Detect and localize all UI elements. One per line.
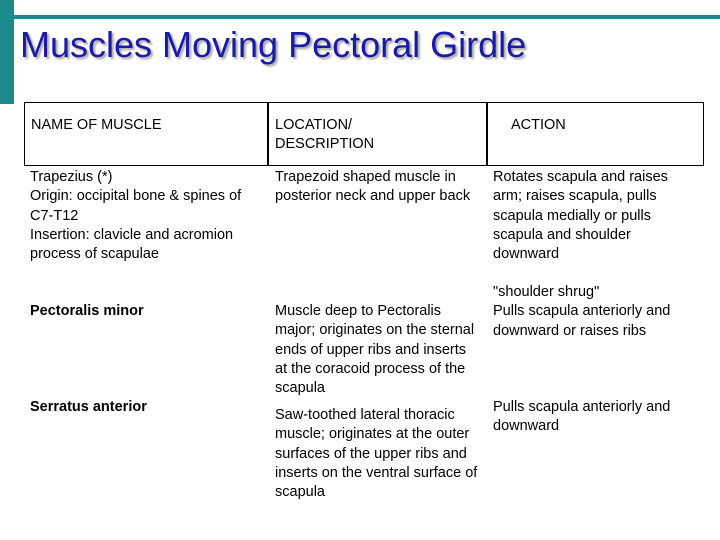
row-serratus-anterior-name: Serratus anterior	[30, 399, 147, 415]
header-action-cell	[487, 102, 704, 166]
row-pectoralis-minor-location: Muscle deep to Pectoralis major; originates on the sternal ends of upper ribs and inserts at the coracoid process of the scapula	[275, 303, 475, 397]
slide-title: Muscles Moving Pectoral Girdle	[20, 24, 527, 65]
row-pectoralis-minor-note: "shoulder shrug"	[493, 284, 600, 300]
row-pectoralis-minor-name: Pectoralis minor	[30, 303, 144, 319]
header-location: LOCATION/ DESCRIPTION	[275, 117, 375, 153]
row-trapezius-location: Trapezoid shaped muscle in posterior neck and upper back	[275, 169, 471, 205]
row-pectoralis-minor-action-cell	[493, 283, 698, 341]
accent-line	[14, 15, 720, 19]
accent-bar	[0, 0, 14, 104]
row-trapezius-origin: Origin: occipital bone & spines of C7-T12	[30, 188, 242, 224]
row-serratus-anterior-location: Saw-toothed lateral thoracic muscle; originates at the outer surfaces of the upper ribs and inserts on the ventral surface of scapula	[275, 407, 478, 501]
row-serratus-anterior-action: Pulls scapula anteriorly and downward	[493, 399, 671, 435]
row-trapezius-action: Rotates scapula and raises arm; raises scapula, pulls scapula medially or pulls scapula and shoulder downward	[493, 169, 668, 263]
header-action: ACTION	[511, 117, 566, 133]
row-trapezius-insertion: Insertion: clavicle and acromion process of scapulae	[30, 226, 234, 263]
row-pectoralis-minor-action: Pulls scapula anteriorly and downward or raises ribs	[493, 303, 671, 339]
header-name: NAME OF MUSCLE	[31, 117, 162, 133]
row-trapezius-name: Trapezius (*)	[30, 169, 113, 185]
row-trapezius-name-cell	[30, 168, 266, 264]
header-location-cell	[268, 102, 487, 166]
header-name-cell	[24, 102, 268, 166]
